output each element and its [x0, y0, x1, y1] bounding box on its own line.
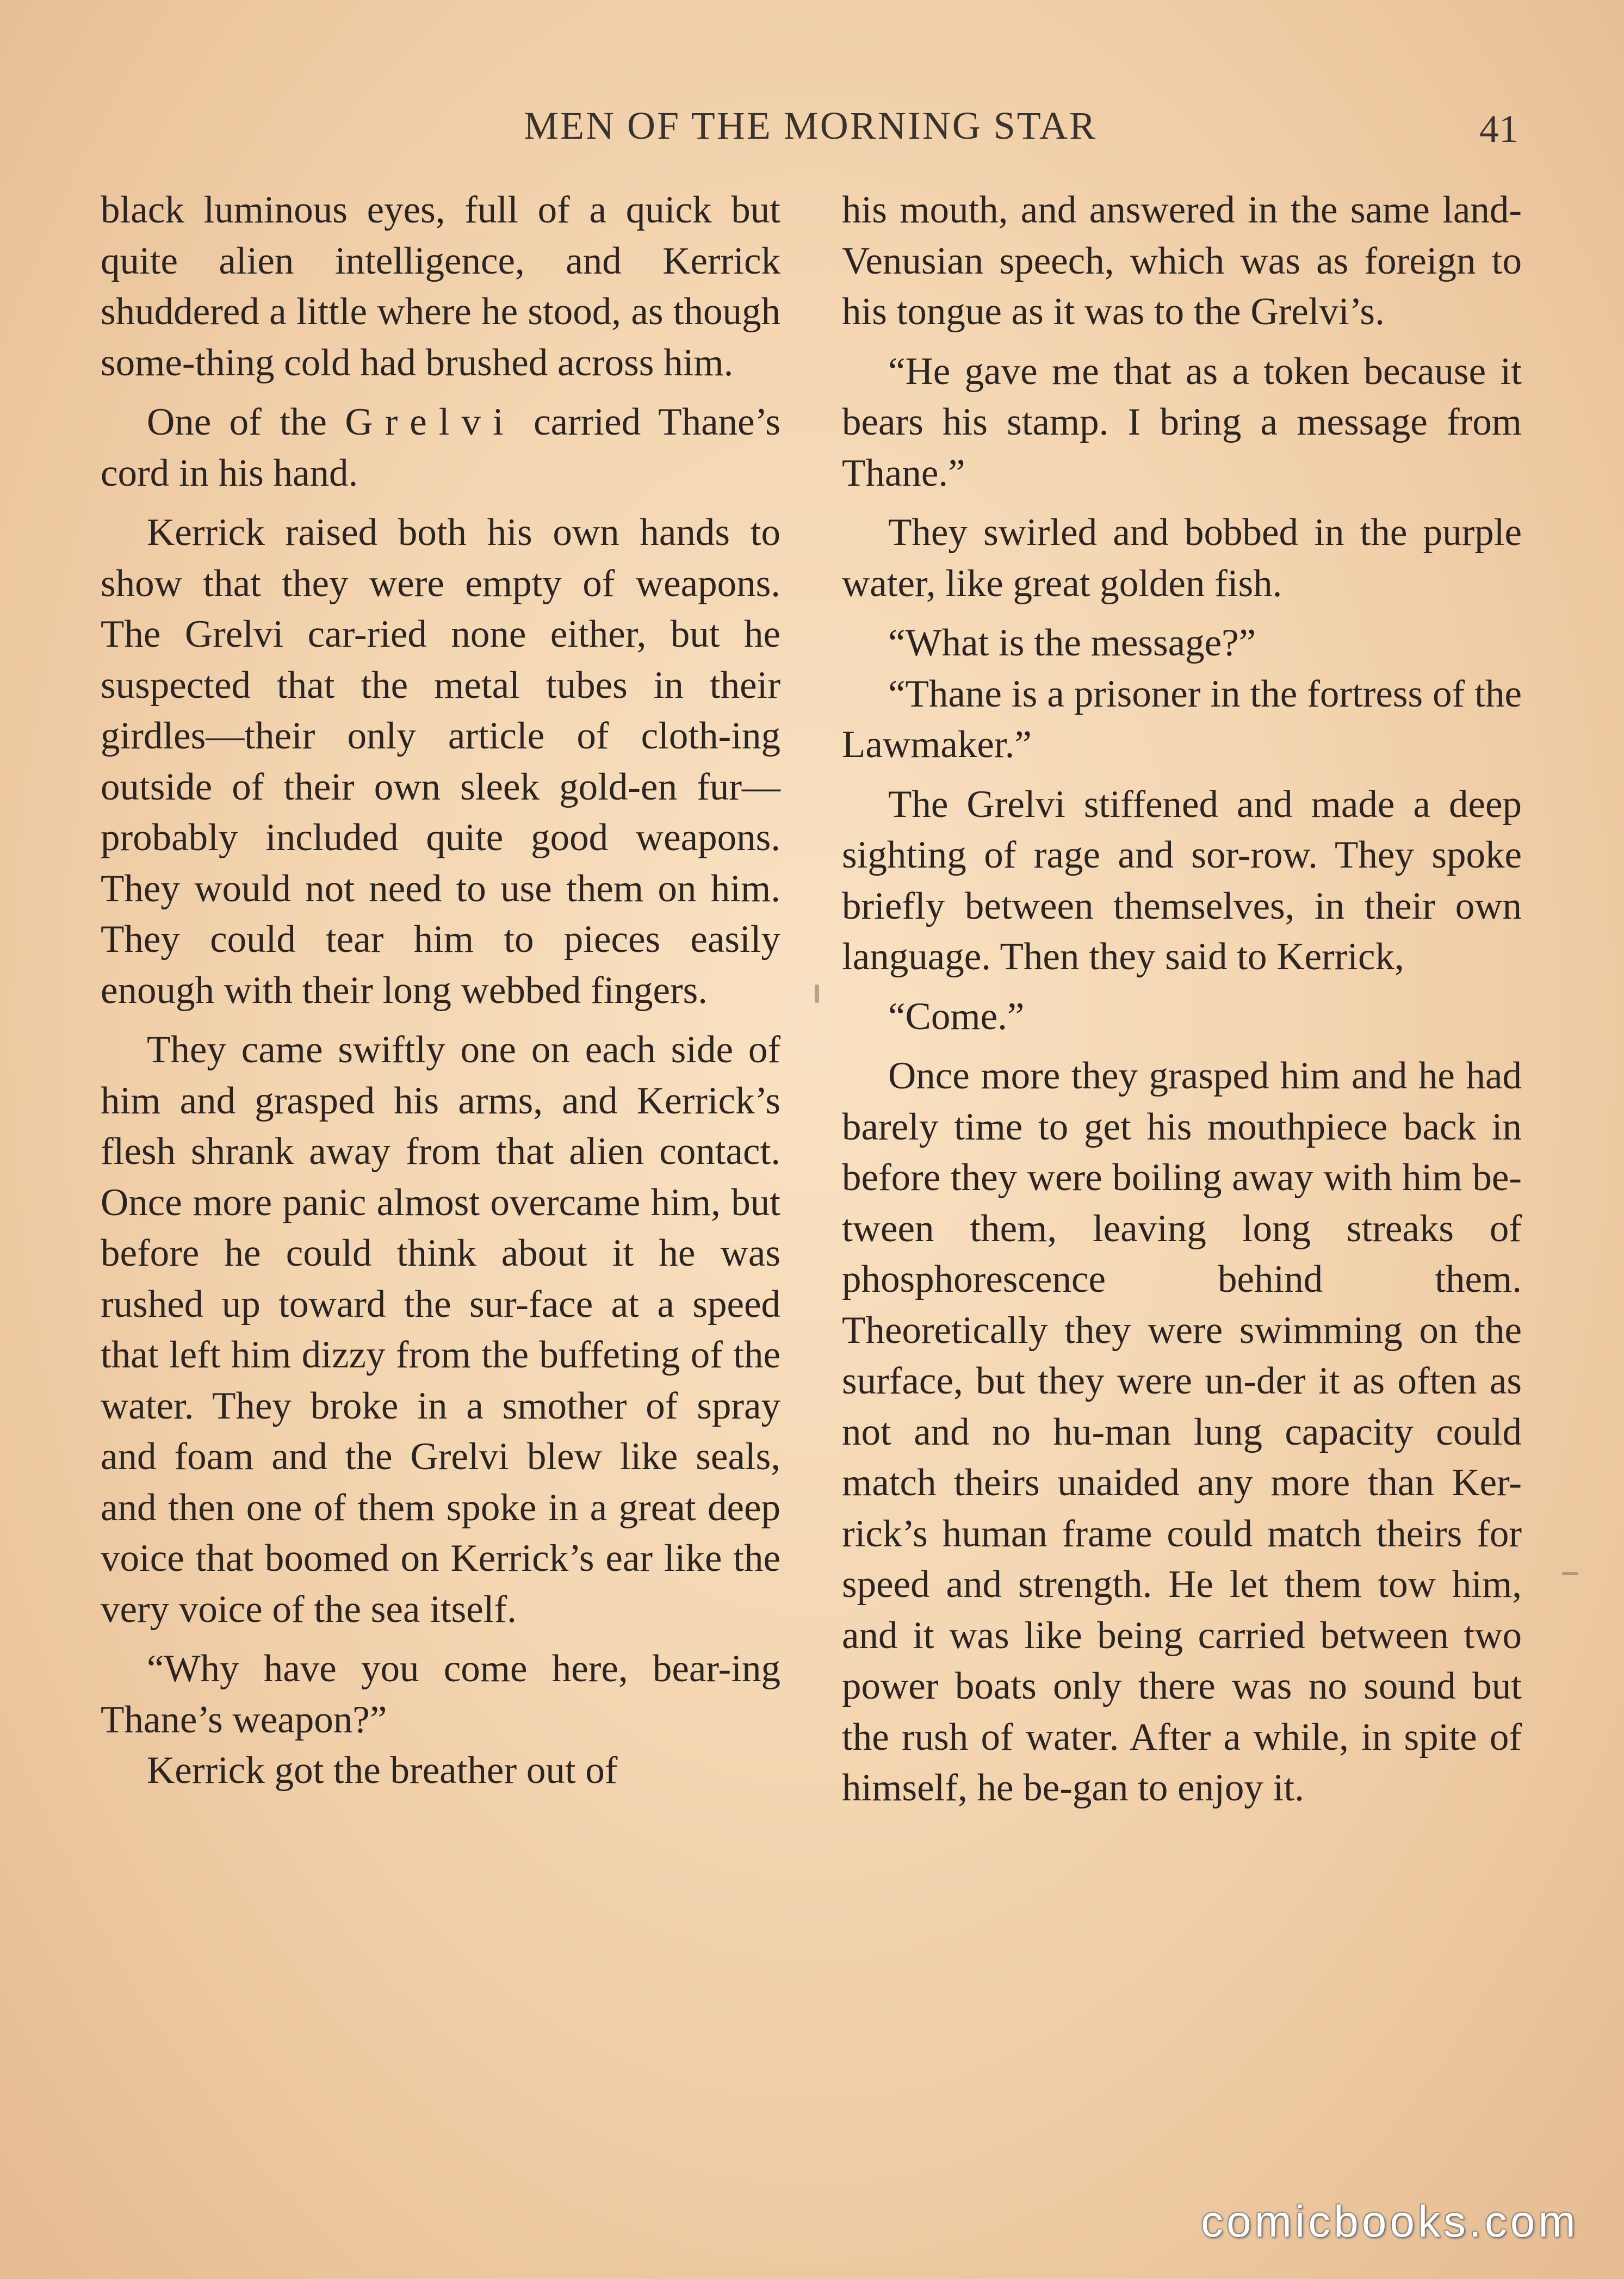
paragraph: They swirled and bobbed in the purple water, like great golden fish. [842, 511, 1522, 605]
paragraph: “Thane is a prisoner in the fortress of the Lawmaker.” [842, 672, 1522, 766]
paragraph: “He gave me that as a token because it bears his stamp. I bring a message from Thane.” [842, 350, 1522, 494]
paragraph: “What is the message?” [888, 622, 1256, 664]
page-number: 41 [1479, 107, 1518, 151]
site-watermark: comicbooks.com [1201, 2197, 1579, 2246]
spaced-name: Grelvi [345, 401, 516, 443]
print-speck [1562, 1572, 1578, 1575]
paragraph: black luminous eyes, full of a quick but quite alien intelligence, and Kerrick shuddered a little where he stood, as though some-thing cold had brushed across him. [101, 189, 780, 384]
paragraph: “Come.” [888, 995, 1025, 1038]
paragraph: The Grelvi stiffened and made a deep sighting of rage and sor-row. They spoke briefly between themselves, in their own language. Then they said to Kerrick, [842, 783, 1522, 978]
paragraph: Kerrick raised both his own hands to show that they were empty of weapons. The Grelvi car-ried none either, but he suspected that the metal tubes in their girdles—their only article of cloth-ing outside of their own sleek gold-en fur—probably included quite good weapons. They would not need to use them on him. They could tear him to pieces easily enough with their long webbed fingers. [101, 511, 780, 1012]
running-head: MEN OF THE MORNING STAR [524, 104, 1097, 147]
paragraph: Once more they grasped him and he had barely time to get his mouthpiece back in before they were boiling away with him be-tween them, leaving long streaks of phosphorescence behind them. Theoretically they were swimming on the surface, but they were un-der it as often as not and no hu-man lung capacity could match theirs unaided any more than Ker-rick’s human frame could match theirs for speed and strength. He let them tow him, and it was like being carried between two power boats only there was no sound but the rush of water. After a while, in spite of himself, he be-gan to enjoy it. [842, 1055, 1522, 1809]
text-span: carried Thane’s cord in his hand. [101, 401, 781, 494]
right-column [842, 185, 1522, 1823]
paragraph [101, 397, 780, 499]
text-span: One of the [147, 401, 327, 443]
left-column [101, 185, 780, 1805]
paragraph: Kerrick got the breather out of [147, 1749, 618, 1792]
paragraph: “Why have you come here, bear-ing Thane’s weapon?” [101, 1648, 780, 1741]
paragraph: his mouth, and answered in the same land-Venusian speech, which was as foreign to his tongue as it was to the Grelvi’s. [842, 189, 1522, 333]
paragraph: They came swiftly one on each side of him and grasped his arms, and Kerrick’s flesh shrank away from that alien contact. Once more panic almost overcame him, but before he could think about it he was rushed up toward the sur-face at a speed that left him dizzy from the buffeting of the water. They broke in a smother of spray and foam and the Grelvi blew like seals, and then one of them spoke in a great deep voice that boomed on Kerrick’s ear like the very voice of the sea itself. [101, 1029, 780, 1631]
print-speck [815, 984, 819, 1003]
